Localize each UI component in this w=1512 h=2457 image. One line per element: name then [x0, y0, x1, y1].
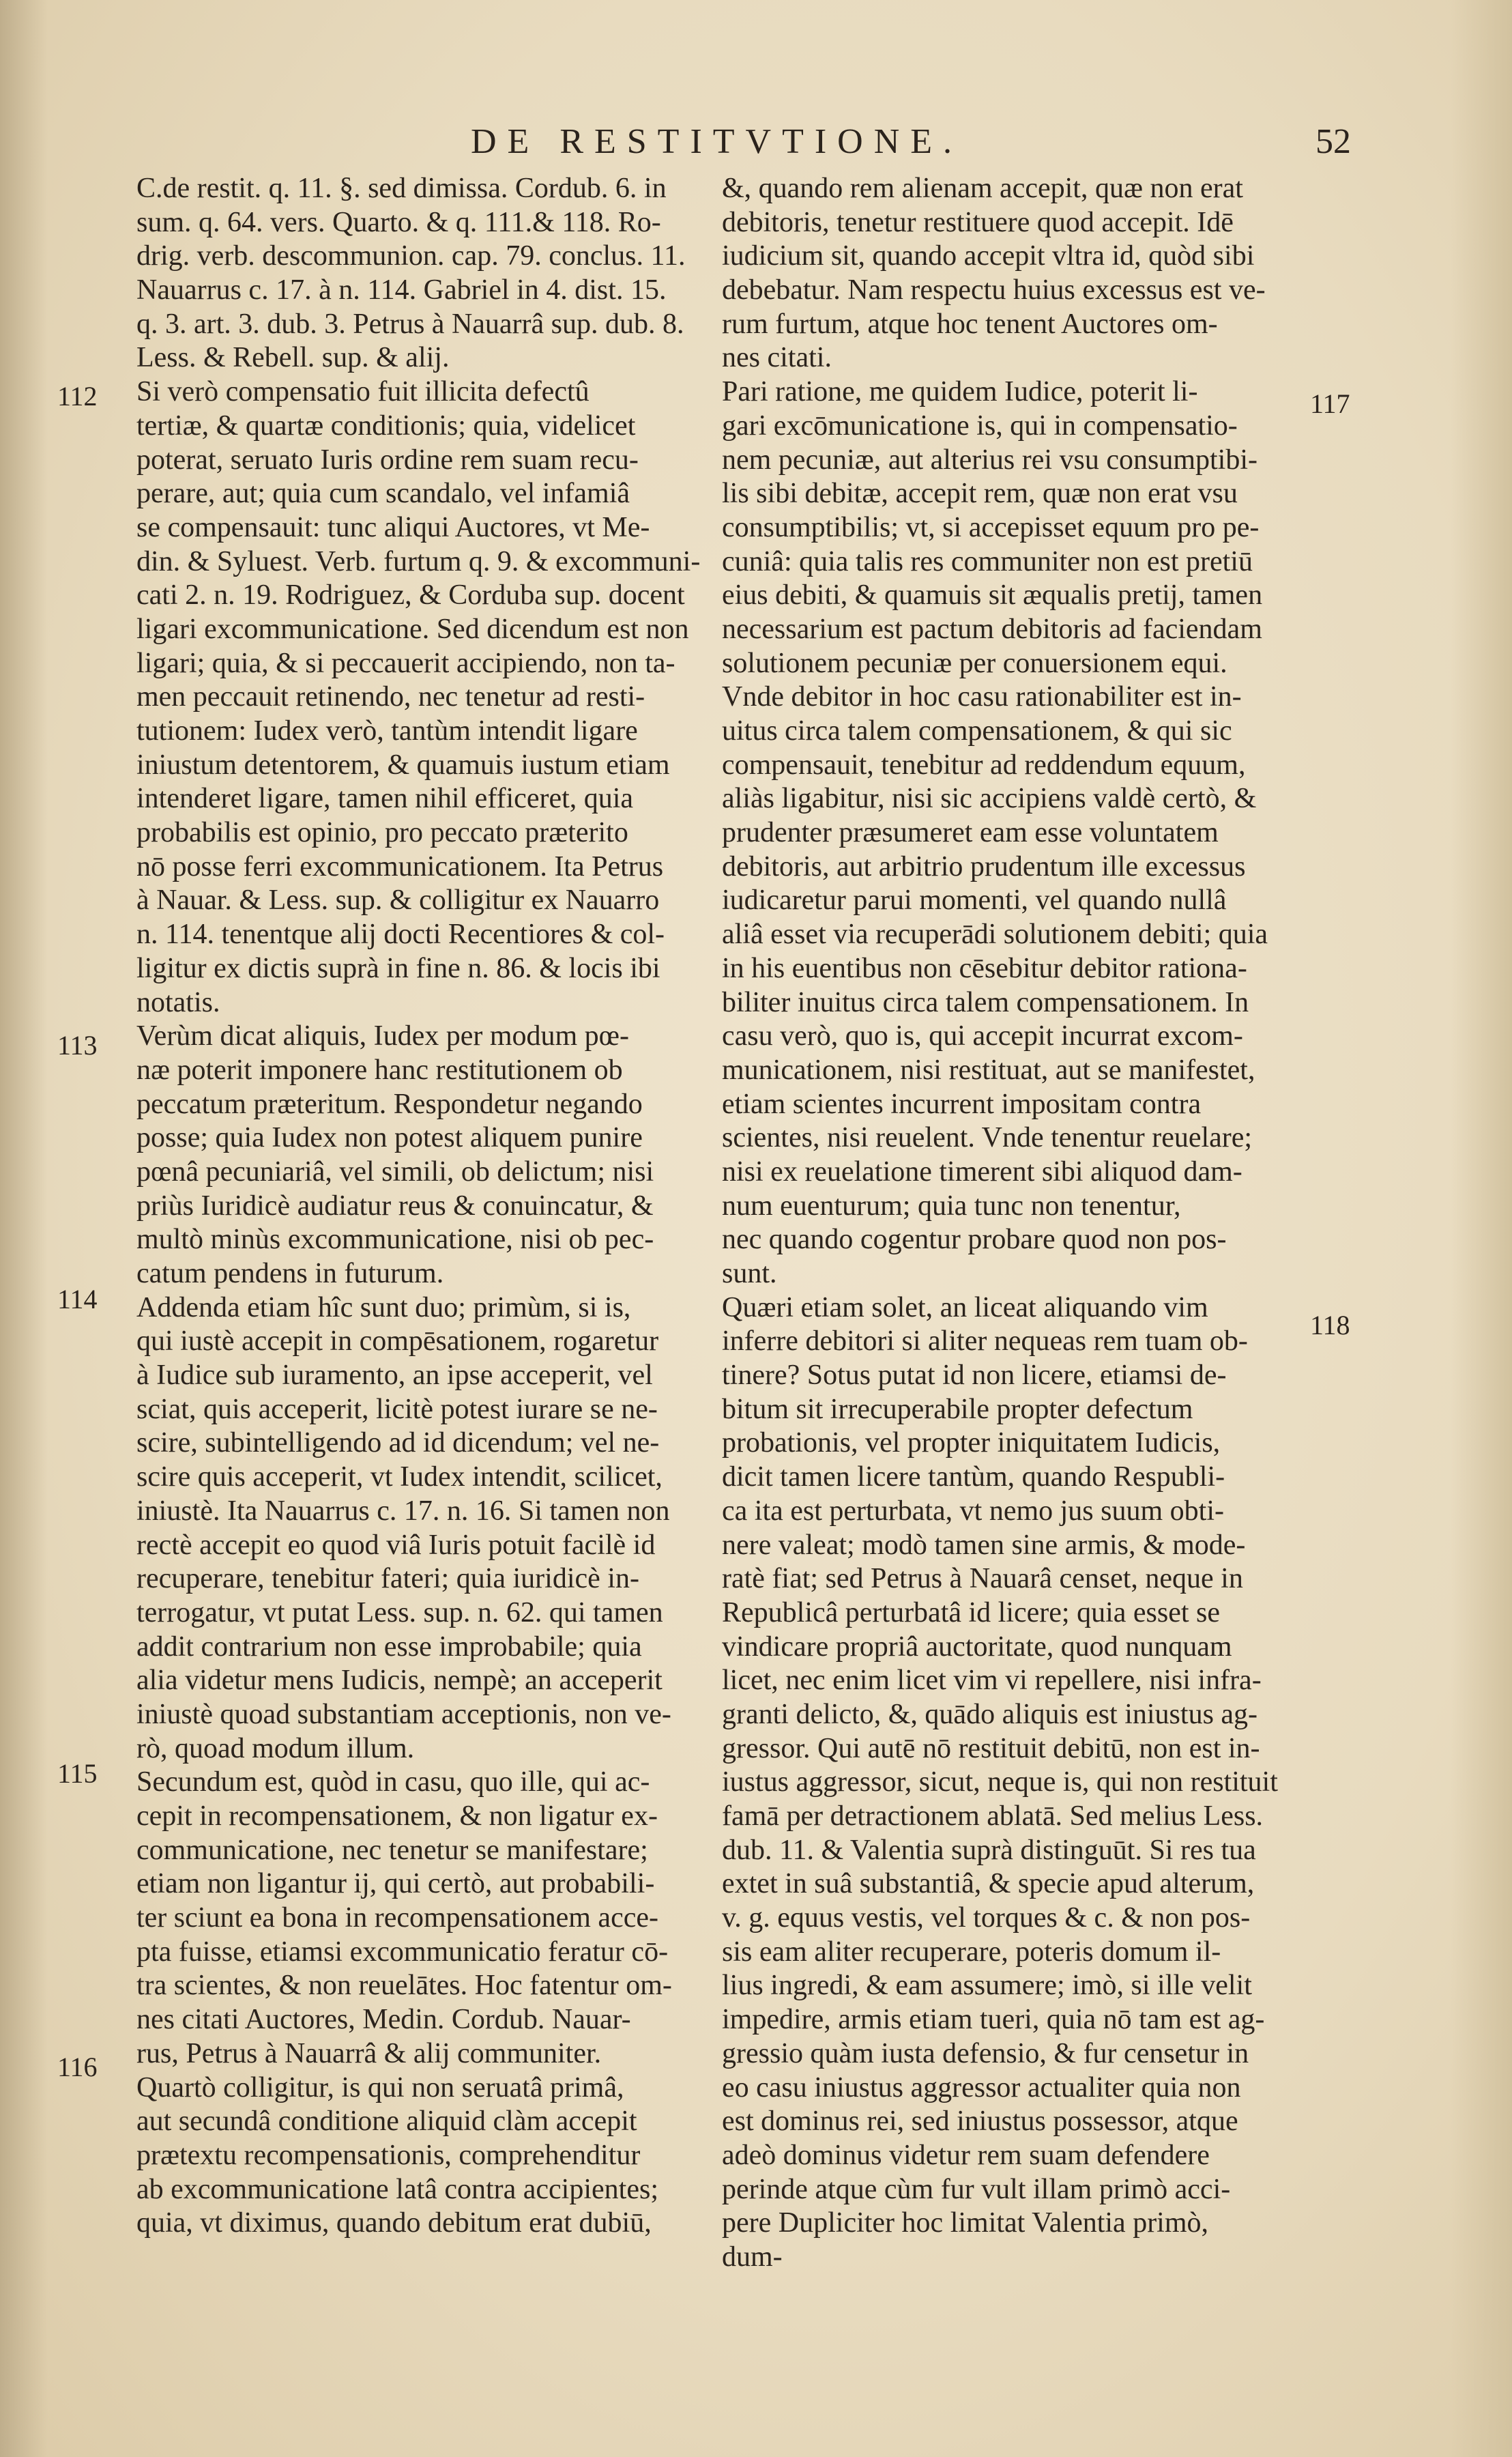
text-line: qui iustè accepit in compēsationem, rogaretur: [136, 1325, 659, 1357]
text-line: nō posse ferri excommunicationem. Ita Petrus: [136, 850, 664, 882]
text-line: adeò dominus videtur rem suam defendere: [722, 2139, 1210, 2171]
text-line: debitoris, aut arbitrio prudentum ille excessus: [722, 850, 1246, 882]
margin-number: 118: [1310, 1310, 1350, 1340]
text-line: solutionem pecuniæ per conuersionem equi.: [722, 647, 1227, 679]
text-line: rectè accepit eo quod viâ Iuris potuit facilè id: [136, 1529, 656, 1561]
text-line: nes citati.: [722, 342, 832, 374]
text-line: nem pecuniæ, aut alterius rei vsu consumptibi-: [722, 444, 1257, 476]
text-line: addit contrarium non esse improbabile; quia: [136, 1630, 642, 1663]
text-line: Quæri etiam solet, an liceat aliquando vim: [722, 1291, 1208, 1323]
text-line: sunt.: [722, 1258, 777, 1289]
margin-number: 116: [57, 2052, 98, 2082]
text-line: q. 3. art. 3. dub. 3. Petrus à Nauarrâ sup. dub. 8.: [136, 308, 684, 340]
text-line: vindicare propriâ auctoritate, quod nunquam: [722, 1630, 1232, 1663]
left-column: [136, 172, 715, 2241]
text-line: nes citati Auctores, Medin. Cordub. Nauar-: [136, 2004, 631, 2036]
text-line: Verùm dicat aliquis, Iudex per modum pœ-: [136, 1020, 629, 1052]
text-line: cuniâ: quia talis res communiter non est pretiū: [722, 545, 1253, 577]
text-line: scire quis acceperit, vt Iudex intendit, scilicet,: [136, 1461, 663, 1493]
text-line: biliter inuitus circa talem compensationem. In: [722, 986, 1249, 1018]
text-line: eo casu iniustus aggressor actualiter quia non: [722, 2071, 1241, 2103]
text-line: à Iudice sub iuramento, an ipse acceperit, vel: [136, 1360, 653, 1392]
text-line: Pari ratione, me quidem Iudice, poterit li-: [722, 376, 1198, 408]
text-line: Nauarrus c. 17. à n. 114. Gabriel in 4. dist. 15.: [136, 274, 667, 306]
text-line: probabilis est opinio, pro peccato præterito: [136, 817, 628, 849]
text-line: municationem, nisi restituat, aut se manifestet,: [722, 1054, 1255, 1086]
text-line: licet, nec enim licet vim vi repellere, nisi infra-: [722, 1665, 1262, 1697]
text-line: iniustum detentorem, & quamuis iustum etiam: [136, 749, 670, 781]
text-line: iudicium sit, quando accepit vltra id, quòd sibi: [722, 240, 1255, 272]
text-line: poterat, seruato Iuris ordine rem suam recu-: [136, 444, 639, 476]
text-line: ligari excommunicatione. Sed dicendum est non: [136, 613, 689, 645]
text-line: Secundum est, quòd in casu, quo ille, qui ac-: [136, 1766, 650, 1798]
text-line: sum. q. 64. vers. Quarto. & q. 111.& 118. Ro-: [136, 206, 661, 238]
text-line: næ poterit imponere hanc restitutionem ob: [136, 1054, 623, 1086]
text-line: num euenturum; quia tunc non tenentur,: [722, 1190, 1181, 1222]
text-line: men peccauit retinendo, nec tenetur ad resti-: [136, 681, 645, 713]
text-line: Vnde debitor in hoc casu rationabiliter est in-: [722, 681, 1242, 713]
margin-number: 115: [57, 1758, 98, 1789]
text-line: iniustè quoad substantiam acceptionis, non ve-: [136, 1698, 671, 1730]
text-line: sciat, quis acceperit, licitè potest iurare se ne-: [136, 1393, 658, 1425]
text-line: tra scientes, & non reuelātes. Hoc fatentur om-: [136, 1970, 672, 2002]
text-line: lis sibi debitæ, accepit rem, quæ non erat vsu: [722, 478, 1238, 510]
text-line: rum furtum, atque hoc tenent Auctores om-: [722, 308, 1218, 340]
running-title: DE RESTITVTIONE.: [471, 122, 963, 161]
text-line: Less. & Rebell. sup. & alij.: [136, 342, 450, 374]
text-line: inferre debitori si aliter nequeas rem tuam ob-: [722, 1325, 1248, 1357]
text-line: posse; quia Iudex non potest aliquem punire: [136, 1122, 643, 1154]
text-line: dum-: [722, 2241, 783, 2273]
text-line: tutionem: Iudex verò, tantùm intendit ligare: [136, 715, 638, 747]
text-line: alia videtur mens Iudicis, nempè; an acceperit: [136, 1665, 663, 1697]
text-line: din. & Syluest. Verb. furtum q. 9. & excommuni-: [136, 545, 701, 577]
right-column: [722, 172, 1309, 2275]
text-line: scientes, nisi reuelent. Vnde tenentur reuelare;: [722, 1122, 1253, 1154]
text-line: cati 2. n. 19. Rodriguez, & Corduba sup. docent: [136, 579, 685, 612]
text-line: gressor. Qui autē nō restituit debitū, non est in-: [722, 1732, 1260, 1764]
text-line: lius ingredi, & eam assumere; imò, si ille velit: [722, 1970, 1252, 2002]
text-line: cepit in recompensationem, & non ligatur ex-: [136, 1800, 658, 1832]
text-line: pœnâ pecuniariâ, vel simili, ob delictum; nisi: [136, 1155, 654, 1188]
text-line: terrogatur, vt putat Less. sup. n. 62. qui tamen: [136, 1596, 663, 1628]
text-line: in his euentibus non cēsebitur debitor rationa-: [722, 952, 1247, 984]
text-line: iniustè. Ita Nauarrus c. 17. n. 16. Si tamen non: [136, 1495, 670, 1527]
folio-number: 52: [1315, 122, 1351, 161]
margin-number: 112: [57, 381, 98, 412]
text-line: prætextu recompensationis, comprehenditur: [136, 2139, 641, 2171]
text-line: perare, aut; quia cum scandalo, vel infamiâ: [136, 478, 630, 510]
text-line: consumptibilis; vt, si accepisset equum pro pe-: [722, 511, 1260, 543]
text-line: iudicaretur parui momenti, vel quando nullâ: [722, 885, 1227, 917]
text-line: casu verò, quo is, qui accepit incurrat excom-: [722, 1020, 1243, 1052]
text-line: nere valeat; modò tamen sine armis, & mode-: [722, 1529, 1246, 1561]
page-edge: [1451, 0, 1512, 2457]
text-line: multò minùs excommunicatione, nisi ob pec-: [136, 1224, 654, 1256]
text-line: à Nauar. & Less. sup. & colligitur ex Nauarro: [136, 885, 660, 917]
text-line: impedire, armis etiam tueri, quia nō tam est ag-: [722, 2004, 1265, 2036]
text-line: communicatione, nec tenetur se manifestare;: [136, 1834, 648, 1866]
margin-number: 114: [57, 1284, 98, 1314]
text-line: prudenter præsumeret eam esse voluntatem: [722, 817, 1219, 849]
text-line: ligitur ex dictis suprà in fine n. 86. & locis ibi: [136, 952, 660, 984]
text-line: pere Dupliciter hoc limitat Valentia primò,: [722, 2207, 1209, 2239]
text-line: compensauit, tenebitur ad reddendum equum,: [722, 749, 1246, 781]
text-line: ca ita est perturbata, vt nemo jus suum obti-: [722, 1495, 1224, 1527]
text-line: gari excōmunicatione is, qui in compensatio-: [722, 410, 1238, 442]
text-line: uitus circa talem compensationem, & qui sic: [722, 715, 1232, 747]
text-line: debebatur. Nam respectu huius excessus est ve-: [722, 274, 1266, 306]
margin-number: 117: [1310, 388, 1350, 419]
text-line: tertiæ, & quartæ conditionis; quia, videlicet: [136, 410, 636, 442]
text-line: notatis.: [136, 986, 220, 1018]
text-line: aut secundâ conditione aliquid clàm accepit: [136, 2106, 637, 2138]
text-line: etiam scientes incurrent impositam contra: [722, 1088, 1202, 1120]
text-line: intenderet ligare, tamen nihil efficeret, quia: [136, 783, 634, 815]
text-line: famā per detractionem ablatā. Sed melius Less.: [722, 1800, 1264, 1832]
text-line: scire, subintelligendo ad id dicendum; vel ne-: [136, 1427, 660, 1459]
text-line: iustus aggressor, sicut, neque is, qui non restituit: [722, 1766, 1278, 1798]
text-line: Addenda etiam hîc sunt duo; primùm, si is,: [136, 1291, 631, 1323]
text-line: aliàs ligabitur, nisi sic accipiens valdè certò, &: [722, 783, 1257, 815]
margin-number: 113: [57, 1030, 98, 1061]
text-line: dicit tamen licere tantùm, quando Respubli-: [722, 1461, 1225, 1493]
text-line: Quartò colligitur, is qui non seruatâ primâ,: [136, 2071, 624, 2103]
text-line: pta fuisse, etiamsi excommunicatio feratur cō-: [136, 1936, 669, 1968]
text-line: sis eam aliter recuperare, poteris domum il-: [722, 1936, 1221, 1968]
page-header: [136, 121, 1365, 169]
text-line: bitum sit irrecuperabile propter defectum: [722, 1393, 1193, 1425]
text-line: nisi ex reuelatione timerent sibi aliquod dam-: [722, 1155, 1242, 1188]
text-line: peccatum præteritum. Respondetur negando: [136, 1088, 643, 1120]
text-line: nec quando cogentur probare quod non pos-: [722, 1224, 1227, 1256]
text-line: recuperare, tenebitur fateri; quia iuridicè in-: [136, 1563, 639, 1595]
text-line: tinere? Sotus putat id non licere, etiamsi de-: [722, 1360, 1227, 1392]
text-line: quia, vt diximus, quando debitum erat dubiū,: [136, 2207, 652, 2239]
text-line: perinde atque cùm fur vult illam primò acci-: [722, 2173, 1231, 2205]
text-line: se compensauit: tunc aliqui Auctores, vt Me-: [136, 511, 650, 543]
text-line: ter sciunt ea bona in recompensationem acce-: [136, 1902, 658, 1934]
text-line: v. g. equus vestis, vel torques & c. & non pos-: [722, 1902, 1251, 1934]
text-line: gressio quàm iusta defensio, & fur censetur in: [722, 2037, 1249, 2069]
text-line: &, quando rem alienam accepit, quæ non erat: [722, 173, 1243, 204]
text-line: probationis, vel propter iniquitatem Iudicis,: [722, 1427, 1221, 1459]
text-line: priùs Iuridicè audiatur reus & conuincatur, &: [136, 1190, 654, 1222]
text-line: Si verò compensatio fuit illicita defectû: [136, 376, 590, 408]
text-line: n. 114. tenentque alij docti Recentiores & col-: [136, 919, 665, 951]
text-line: rò, quoad modum illum.: [136, 1732, 415, 1764]
text-line: catum pendens in futurum.: [136, 1258, 444, 1289]
text-line: ligari; quia, & si peccauerit accipiendo, non ta-: [136, 647, 675, 679]
text-line: dub. 11. & Valentia suprà distinguūt. Si res tua: [722, 1834, 1256, 1866]
gutter-shadow: [0, 0, 48, 2457]
text-line: est dominus rei, sed iniustus possessor, atque: [722, 2106, 1238, 2138]
text-line: debitoris, tenetur restituere quod accepit. Idē: [722, 206, 1234, 238]
text-line: etiam non ligantur ij, qui certò, aut probabili-: [136, 1868, 655, 1900]
text-line: ab excommunicatione latâ contra accipientes;: [136, 2173, 658, 2205]
text-line: eius debiti, & quamuis sit æqualis pretij, tamen: [722, 579, 1263, 612]
text-line: extet in suâ substantiâ, & specie apud alterum,: [722, 1868, 1255, 1900]
text-line: rus, Petrus à Nauarrâ & alij communiter.: [136, 2037, 602, 2069]
text-line: drig. verb. descommunion. cap. 79. conclus. 11.: [136, 240, 686, 272]
text-line: necessarium est pactum debitoris ad faciendam: [722, 613, 1262, 645]
text-line: granti delicto, &, quādo aliquis est iniustus ag-: [722, 1698, 1258, 1730]
text-line: C.de restit. q. 11. §. sed dimissa. Cordub. 6. in: [136, 173, 667, 204]
text-line: aliâ esset via recuperādi solutionem debiti; quia: [722, 919, 1268, 951]
text-line: Republicâ perturbatâ id licere; quia esset se: [722, 1596, 1221, 1628]
text-line: ratè fiat; sed Petrus à Nauarâ censet, neque in: [722, 1563, 1243, 1595]
